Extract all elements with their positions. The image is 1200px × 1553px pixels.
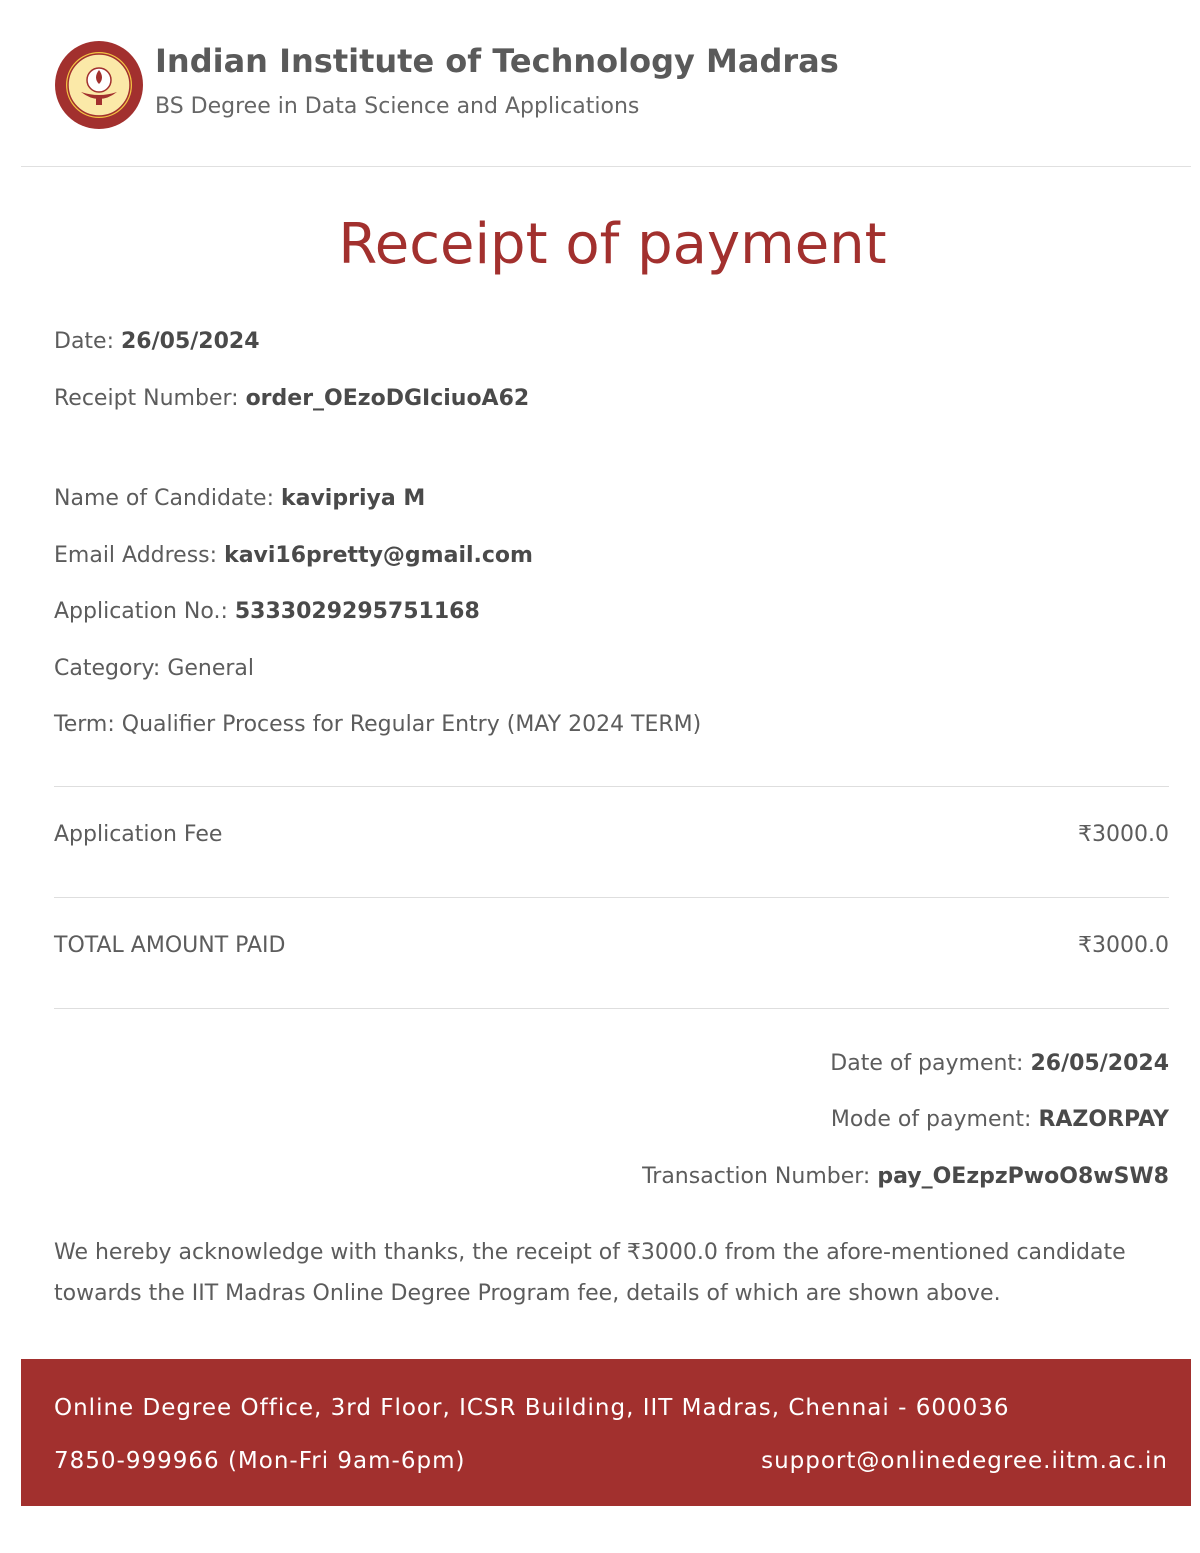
receipt-date xyxy=(54,329,260,354)
page-title: Receipt of payment xyxy=(338,212,887,277)
iitm-seal-icon xyxy=(54,40,144,130)
candidate-name-label: Name of Candidate: xyxy=(54,486,274,511)
candidate-email-value: kavi16pretty@gmail.com xyxy=(224,543,533,568)
category-value: General xyxy=(167,656,255,681)
transaction-number-label: Transaction Number: xyxy=(642,1164,871,1189)
application-number-label: Application No.: xyxy=(54,599,228,624)
institute-name: Indian Institute of Technology Madras xyxy=(155,42,839,80)
category-label: Category: xyxy=(54,656,161,681)
total-amount-value: ₹3000.0 xyxy=(1078,933,1169,958)
transaction-number-value: pay_OEzpzPwoO8wSW8 xyxy=(877,1164,1169,1189)
payment-date-label: Date of payment: xyxy=(830,1051,1024,1076)
divider xyxy=(54,1008,1169,1009)
receipt-date-value: 26/05/2024 xyxy=(121,329,260,354)
program-name: BS Degree in Data Science and Applications xyxy=(155,94,640,119)
divider xyxy=(54,897,1169,898)
candidate-email xyxy=(54,543,533,568)
candidate-name xyxy=(54,486,425,511)
footer xyxy=(21,1359,1191,1506)
receipt-number-value: order_OEzoDGIciuoA62 xyxy=(245,386,530,411)
divider xyxy=(54,786,1169,787)
payment-date xyxy=(830,1051,1169,1076)
footer-email-link[interactable]: support@onlinedegree.iitm.ac.in xyxy=(761,1448,1168,1474)
application-number xyxy=(54,599,480,624)
payment-mode-label: Mode of payment: xyxy=(830,1107,1032,1132)
application-fee-amount: ₹3000.0 xyxy=(1078,822,1169,847)
term-value: Qualifier Process for Regular Entry (MAY 2024 TERM) xyxy=(121,712,702,737)
candidate-email-label: Email Address: xyxy=(54,543,218,568)
payment-mode-value: RAZORPAY xyxy=(1038,1107,1169,1132)
total-amount-label: TOTAL AMOUNT PAID xyxy=(54,933,286,958)
receipt-date-label: Date: xyxy=(54,329,114,354)
footer-address: Online Degree Office, 3rd Floor, ICSR Building, IIT Madras, Chennai - 600036 xyxy=(54,1395,1010,1421)
application-number-value: 5333029295751168 xyxy=(234,599,480,624)
term-label: Term: xyxy=(54,712,115,737)
candidate-name-value: kavipriya M xyxy=(280,486,426,511)
footer-phone: 7850-999966 (Mon-Fri 9am-6pm) xyxy=(54,1448,466,1474)
category xyxy=(54,656,254,681)
header-divider xyxy=(21,166,1191,167)
transaction-number xyxy=(642,1164,1169,1189)
receipt-number-label: Receipt Number: xyxy=(54,386,239,411)
payment-date-value: 26/05/2024 xyxy=(1030,1051,1169,1076)
application-fee-label: Application Fee xyxy=(54,822,223,847)
receipt-number xyxy=(54,386,529,411)
acknowledgement-text: We hereby acknowledge with thanks, the receipt of ₹3000.0 from the afore-mentioned candidate towards the IIT Madras Online Degree Program fee, details of which are shown above. xyxy=(54,1240,1126,1306)
header xyxy=(54,40,854,132)
payment-mode xyxy=(831,1107,1169,1132)
term xyxy=(54,712,701,737)
